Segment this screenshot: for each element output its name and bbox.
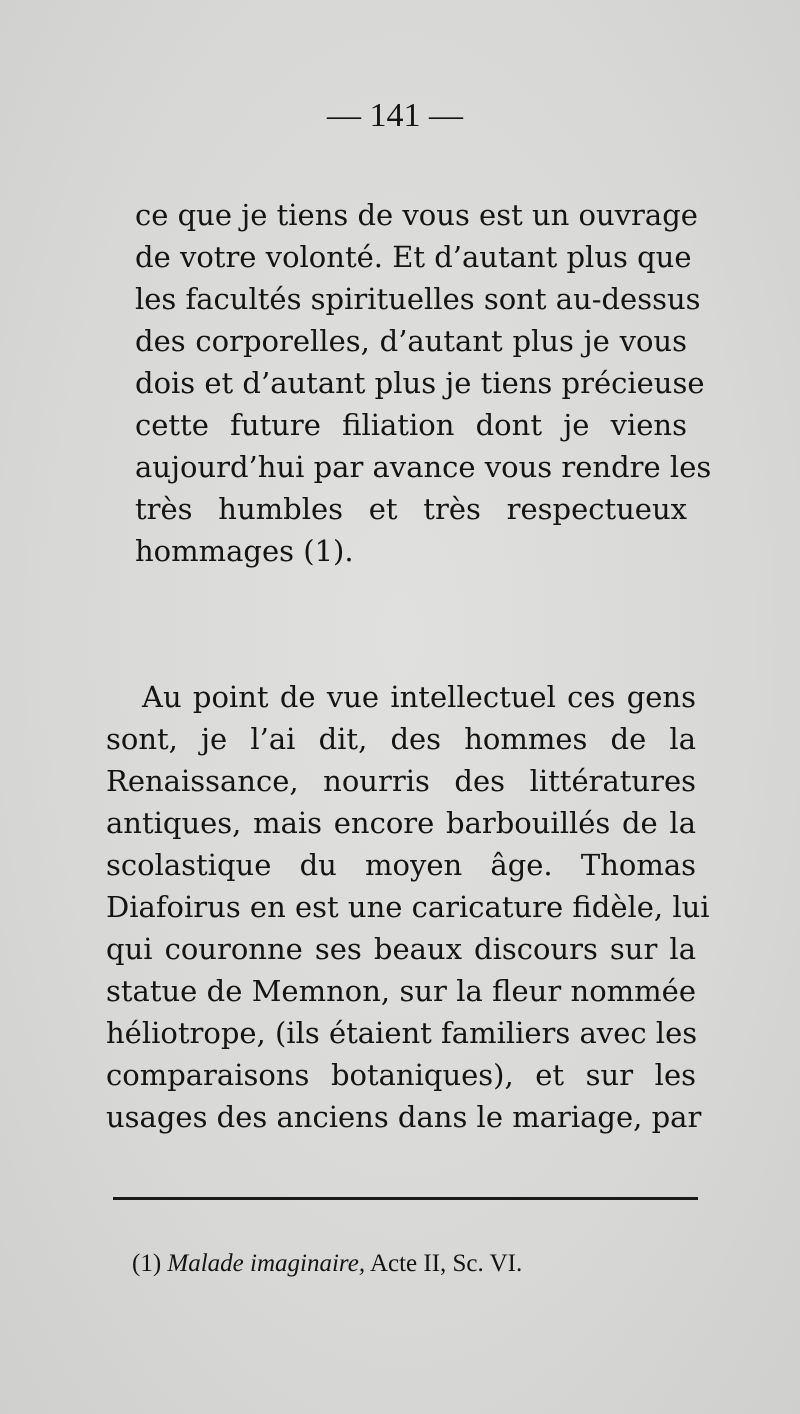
footnote-work-title: Malade imaginaire, [167,1250,366,1277]
text-line: des corporelles, d’autant plus je vous [135,324,687,358]
text-line: héliotrope, (ils étaient familiers avec les [106,1016,698,1050]
footnote-reference: Acte II, Sc. VI. [369,1250,523,1277]
text-line: très humbles et très respectueux [135,492,687,526]
text-line: aujourd’hui par avance vous rendre les [135,450,712,484]
text-line: hommages (1). [135,534,354,568]
text-line: Renaissance, nourris des littératures [106,764,696,798]
text-line: cette future filiation dont je viens [135,408,687,442]
text-line: usages des anciens dans le mariage, par [106,1100,702,1134]
text-line: antiques, mais encore barbouillés de la [106,806,696,840]
text-line: statue de Memnon, sur la fleur nommée [106,974,696,1008]
paragraph-intellectual [106,676,710,1138]
text-line: Diafoirus en est une caricature fidèle, lui [106,890,710,924]
text-line: les facultés spirituelles sont au-dessus [135,282,701,316]
text-line: sont, je l’ai dit, des hommes de la [106,722,696,756]
text-line: de votre volonté. Et d’autant plus que [135,240,692,274]
text-line: comparaisons botaniques), et sur les [106,1058,696,1092]
page-number: — 141 — [327,97,463,134]
text-line: scolastique du moyen âge. Thomas [106,848,696,882]
footnote-marker: (1) [132,1250,162,1277]
footnote-divider [113,1197,698,1200]
text-line: qui couronne ses beaux discours sur la [106,932,696,966]
text-line: Au point de vue intellectuel ces gens [142,680,696,714]
footnote [132,1247,522,1281]
paragraph-continued [135,194,712,572]
text-line: dois et d’autant plus je tiens précieuse [135,366,705,400]
text-line: ce que je tiens de vous est un ouvrage [135,198,698,232]
